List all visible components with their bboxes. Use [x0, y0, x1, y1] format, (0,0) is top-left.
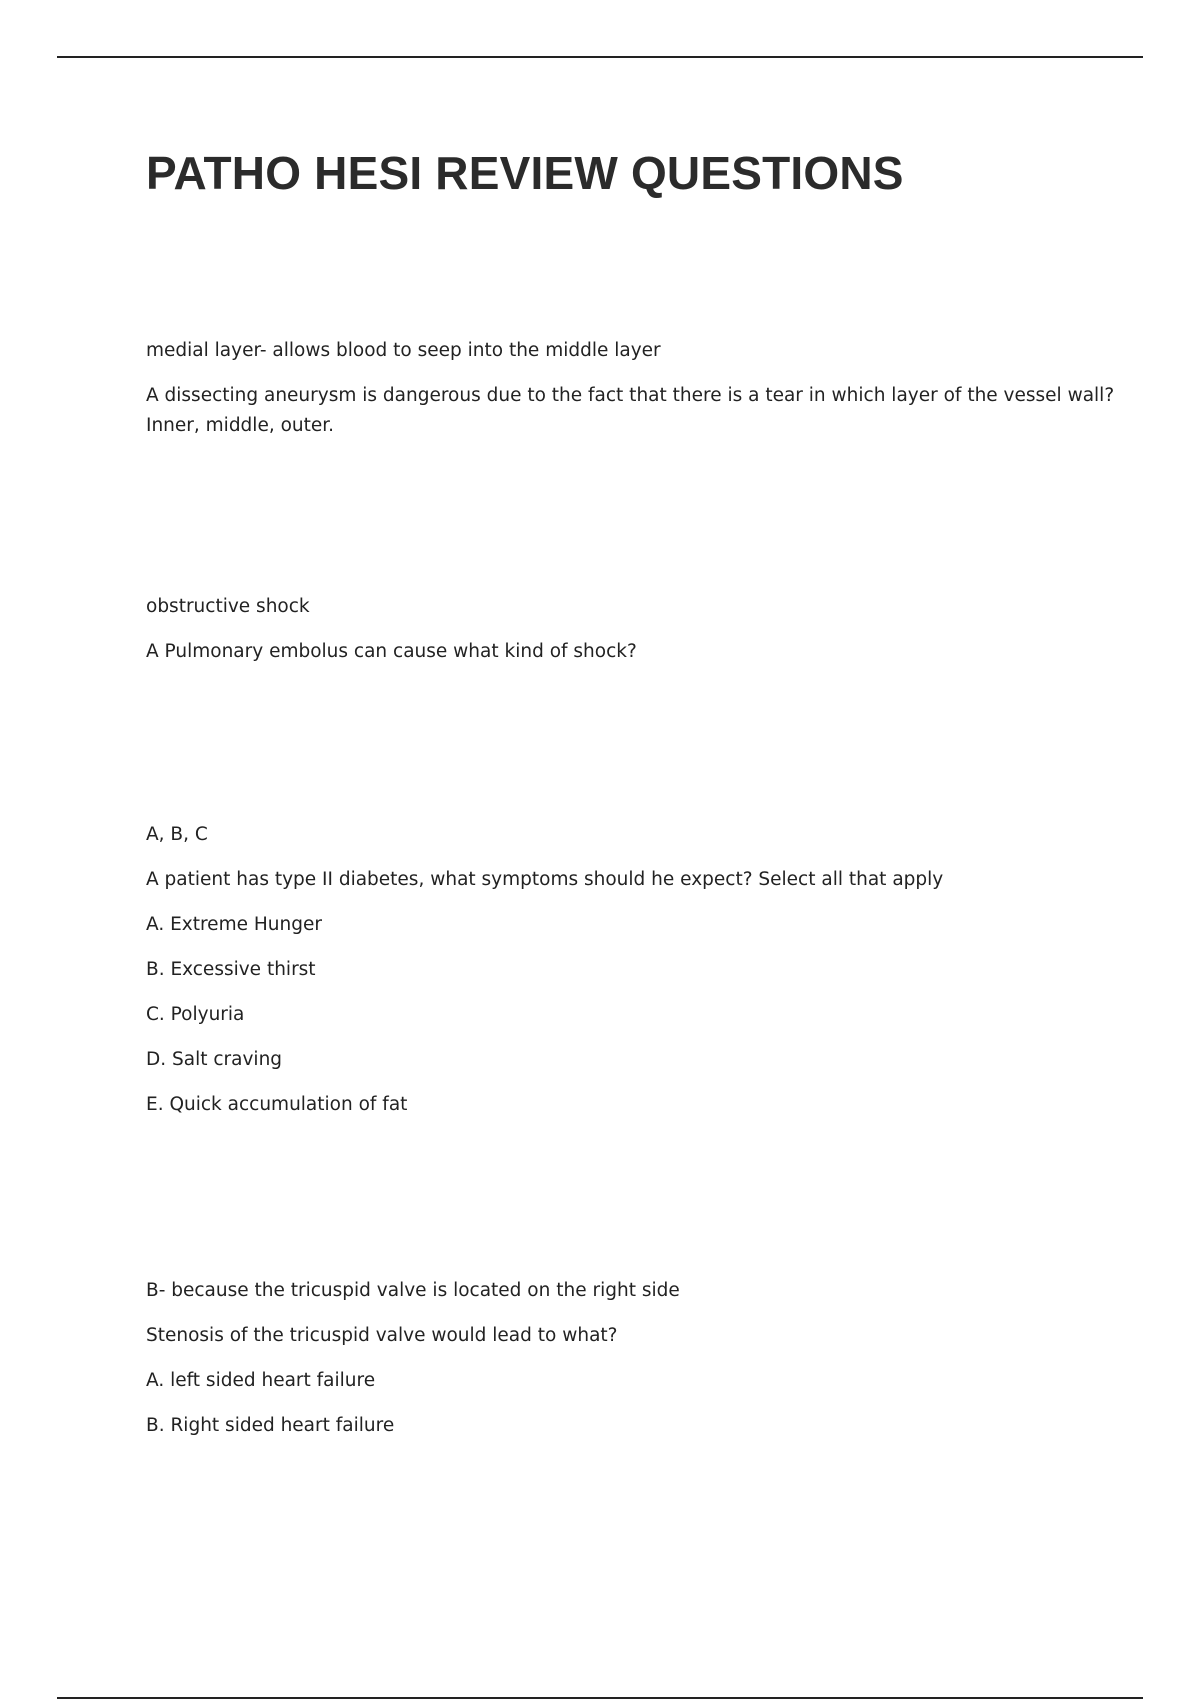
card-option: A. left sided heart failure [146, 1370, 376, 1391]
card-option: B. Excessive thirst [146, 959, 316, 980]
card-option: C. Polyuria [146, 1004, 245, 1025]
card-option: B. Right sided heart failure [146, 1415, 395, 1436]
flashcard-3 [146, 820, 1106, 1120]
document-title: PATHO HESI REVIEW QUESTIONS [146, 147, 904, 199]
card-answer: B- because the tricuspid valve is located on the right side [146, 1280, 680, 1301]
card-option: E. Quick accumulation of fat [146, 1094, 408, 1115]
card-question-line: Stenosis of the tricuspid valve would lead to what? [146, 1325, 618, 1346]
flashcard-2 [146, 592, 1106, 667]
card-question-line: A Pulmonary embolus can cause what kind of shock? [146, 641, 637, 662]
card-question-line: A patient has type II diabetes, what symptoms should he expect? Select all that apply [146, 869, 944, 890]
card-answer: obstructive shock [146, 596, 310, 617]
card-option: A. Extreme Hunger [146, 914, 322, 935]
card-answer: medial layer- allows blood to seep into the middle layer [146, 340, 661, 361]
bottom-divider [57, 1697, 1143, 1699]
flashcard-4 [146, 1276, 1106, 1441]
card-answer: A, B, C [146, 824, 208, 845]
card-option: D. Salt craving [146, 1049, 283, 1070]
card-question-line: Inner, middle, outer. [146, 415, 335, 436]
top-divider [57, 56, 1143, 58]
flashcard-1 [146, 336, 1115, 441]
card-question-line: A dissecting aneurysm is dangerous due to the fact that there is a tear in which layer of the vessel wall? [146, 385, 1115, 406]
